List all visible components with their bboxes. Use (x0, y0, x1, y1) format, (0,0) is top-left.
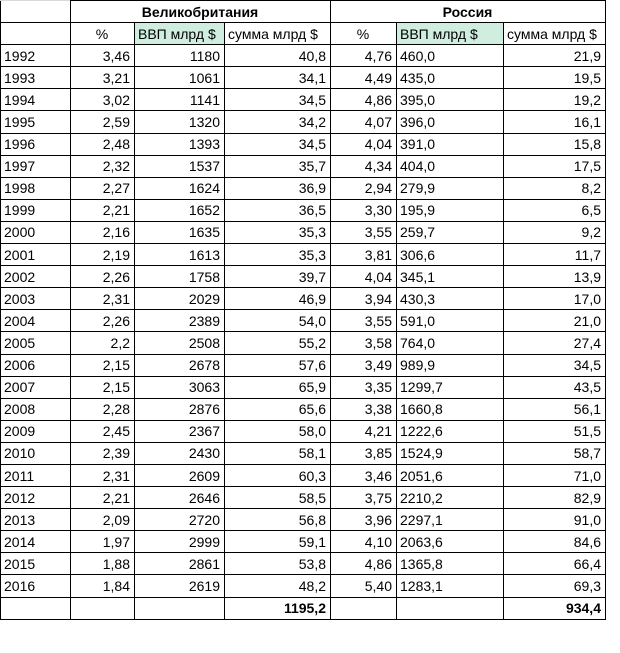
table-row (1, 89, 606, 111)
ru-gdp-cell[interactable]: 2210,2 (397, 487, 504, 509)
uk-gdp-cell[interactable]: 1320 (135, 111, 225, 133)
year-cell[interactable]: 2004 (1, 310, 71, 332)
uk-gdp-cell[interactable]: 2876 (135, 398, 225, 420)
uk-gdp-header[interactable]: ВВП млрд $ (135, 23, 225, 45)
uk-gdp-cell[interactable]: 1537 (135, 155, 225, 177)
uk-sum-cell[interactable]: 58,5 (225, 487, 331, 509)
uk-pct-cell[interactable]: 2,27 (71, 177, 135, 199)
ru-pct-cell[interactable]: 3,38 (331, 398, 397, 420)
table-row (1, 553, 606, 575)
ru-sum-cell[interactable]: 21,9 (504, 45, 606, 67)
uk-sum-cell[interactable]: 36,9 (225, 177, 331, 199)
ru-gdp-cell[interactable]: 764,0 (397, 332, 504, 354)
uk-gdp-cell[interactable]: 3063 (135, 376, 225, 398)
uk-pct-cell[interactable]: 2,31 (71, 464, 135, 486)
uk-gdp-cell[interactable]: 2861 (135, 553, 225, 575)
ru-pct-cell[interactable]: 4,04 (331, 133, 397, 155)
uk-total-sum-cell[interactable]: 1195,2 (225, 597, 331, 619)
uk-gdp-cell[interactable]: 1613 (135, 244, 225, 266)
ru-sum-cell[interactable]: 27,4 (504, 332, 606, 354)
uk-gdp-cell[interactable]: 1061 (135, 67, 225, 89)
uk-sum-cell[interactable]: 35,3 (225, 244, 331, 266)
group-header-ru[interactable]: Россия (331, 1, 606, 23)
uk-gdp-cell[interactable]: 1141 (135, 89, 225, 111)
ru-gdp-cell[interactable]: 591,0 (397, 310, 504, 332)
year-cell[interactable]: 2012 (1, 487, 71, 509)
uk-pct-cell[interactable]: 2,48 (71, 133, 135, 155)
ru-gdp-cell[interactable]: 2297,1 (397, 509, 504, 531)
table-row (1, 266, 606, 288)
ru-gdp-cell[interactable]: 1283,1 (397, 575, 504, 597)
uk-gdp-cell[interactable]: 2430 (135, 442, 225, 464)
ru-pct-cell[interactable]: 3,81 (331, 244, 397, 266)
ru-gdp-cell[interactable]: 1222,6 (397, 420, 504, 442)
uk-sum-cell[interactable]: 34,2 (225, 111, 331, 133)
uk-sum-cell[interactable]: 46,9 (225, 288, 331, 310)
uk-pct-cell[interactable]: 1,84 (71, 575, 135, 597)
uk-sum-cell[interactable]: 39,7 (225, 266, 331, 288)
table-row (1, 310, 606, 332)
uk-pct-cell[interactable]: 2,21 (71, 199, 135, 221)
year-cell[interactable]: 1998 (1, 177, 71, 199)
ru-sum-cell[interactable]: 66,4 (504, 553, 606, 575)
year-cell[interactable]: 2007 (1, 376, 71, 398)
uk-pct-cell[interactable]: 2,28 (71, 398, 135, 420)
ru-gdp-cell[interactable]: 460,0 (397, 45, 504, 67)
ru-pct-cell[interactable]: 4,76 (331, 45, 397, 67)
uk-pct-cell[interactable]: 2,2 (71, 332, 135, 354)
year-cell[interactable]: 2005 (1, 332, 71, 354)
ru-gdp-cell[interactable]: 259,7 (397, 221, 504, 243)
year-cell[interactable]: 2003 (1, 288, 71, 310)
uk-pct-cell[interactable]: 3,21 (71, 67, 135, 89)
table-row (1, 244, 606, 266)
uk-sum-cell[interactable]: 58,0 (225, 420, 331, 442)
group-header-row (1, 1, 606, 23)
ru-gdp-cell[interactable]: 1524,9 (397, 442, 504, 464)
uk-gdp-cell[interactable]: 2367 (135, 420, 225, 442)
ru-pct-cell[interactable]: 3,75 (331, 487, 397, 509)
uk-pct-cell[interactable]: 2,32 (71, 155, 135, 177)
year-header-cell[interactable] (1, 23, 71, 45)
ru-sum-cell[interactable]: 6,5 (504, 199, 606, 221)
ru-sum-cell[interactable]: 69,3 (504, 575, 606, 597)
ru-gdp-cell[interactable]: 306,6 (397, 244, 504, 266)
uk-sum-cell[interactable]: 57,6 (225, 354, 331, 376)
totals-empty-cell[interactable] (397, 597, 504, 619)
year-cell[interactable]: 2008 (1, 398, 71, 420)
table-row (1, 199, 606, 221)
uk-pct-cell[interactable]: 2,09 (71, 509, 135, 531)
uk-gdp-cell[interactable]: 1652 (135, 199, 225, 221)
year-cell[interactable]: 1994 (1, 89, 71, 111)
uk-gdp-cell[interactable]: 2029 (135, 288, 225, 310)
uk-sum-header[interactable]: сумма млрд $ (225, 23, 331, 45)
uk-sum-cell[interactable]: 34,1 (225, 67, 331, 89)
ru-pct-cell[interactable]: 4,86 (331, 89, 397, 111)
ru-pct-cell[interactable]: 4,10 (331, 531, 397, 553)
ru-gdp-cell[interactable]: 1365,8 (397, 553, 504, 575)
ru-sum-cell[interactable]: 16,1 (504, 111, 606, 133)
ru-pct-cell[interactable]: 3,55 (331, 310, 397, 332)
table-row (1, 332, 606, 354)
ru-sum-cell[interactable]: 91,0 (504, 509, 606, 531)
uk-sum-cell[interactable]: 36,5 (225, 199, 331, 221)
ru-pct-header[interactable]: % (331, 23, 397, 45)
ru-sum-cell[interactable]: 21,0 (504, 310, 606, 332)
ru-gdp-cell[interactable]: 1299,7 (397, 376, 504, 398)
uk-sum-cell[interactable]: 60,3 (225, 464, 331, 486)
ru-total-sum-cell[interactable]: 934,4 (504, 597, 606, 619)
uk-pct-cell[interactable]: 1,88 (71, 553, 135, 575)
ru-sum-cell[interactable]: 13,9 (504, 266, 606, 288)
ru-gdp-cell[interactable]: 195,9 (397, 199, 504, 221)
ru-pct-cell[interactable]: 3,94 (331, 288, 397, 310)
table-row (1, 575, 606, 597)
ru-sum-cell[interactable]: 9,2 (504, 221, 606, 243)
ru-pct-cell[interactable]: 3,85 (331, 442, 397, 464)
table-row (1, 45, 606, 67)
uk-sum-cell[interactable]: 58,1 (225, 442, 331, 464)
uk-pct-cell[interactable]: 1,97 (71, 531, 135, 553)
table-row (1, 133, 606, 155)
year-cell[interactable]: 2010 (1, 442, 71, 464)
year-cell[interactable]: 2002 (1, 266, 71, 288)
ru-sum-cell[interactable]: 84,6 (504, 531, 606, 553)
uk-sum-cell[interactable]: 59,1 (225, 531, 331, 553)
uk-gdp-cell[interactable]: 1624 (135, 177, 225, 199)
ru-pct-cell[interactable]: 3,58 (331, 332, 397, 354)
ru-pct-cell[interactable]: 4,07 (331, 111, 397, 133)
uk-pct-cell[interactable]: 2,31 (71, 288, 135, 310)
ru-pct-cell[interactable]: 3,46 (331, 464, 397, 486)
uk-gdp-cell[interactable]: 2619 (135, 575, 225, 597)
uk-pct-cell[interactable]: 2,59 (71, 111, 135, 133)
table-row (1, 177, 606, 199)
year-cell[interactable]: 2006 (1, 354, 71, 376)
uk-pct-cell[interactable]: 3,02 (71, 89, 135, 111)
table-row (1, 221, 606, 243)
table-row (1, 288, 606, 310)
uk-gdp-cell[interactable]: 2389 (135, 310, 225, 332)
ru-sum-cell[interactable]: 43,5 (504, 376, 606, 398)
ru-gdp-cell[interactable]: 391,0 (397, 133, 504, 155)
uk-pct-cell[interactable]: 2,15 (71, 376, 135, 398)
year-cell[interactable]: 1997 (1, 155, 71, 177)
ru-gdp-header[interactable]: ВВП млрд $ (397, 23, 504, 45)
table-row (1, 531, 606, 553)
uk-sum-cell[interactable]: 53,8 (225, 553, 331, 575)
ru-sum-cell[interactable]: 17,5 (504, 155, 606, 177)
ru-sum-cell[interactable]: 11,7 (504, 244, 606, 266)
uk-gdp-cell[interactable]: 2720 (135, 509, 225, 531)
ru-gdp-cell[interactable]: 2051,6 (397, 464, 504, 486)
ru-sum-cell[interactable]: 17,0 (504, 288, 606, 310)
year-cell[interactable]: 1993 (1, 67, 71, 89)
uk-sum-cell[interactable]: 56,8 (225, 509, 331, 531)
ru-pct-cell[interactable]: 3,30 (331, 199, 397, 221)
ru-pct-cell[interactable]: 4,86 (331, 553, 397, 575)
column-header-row (1, 23, 606, 45)
ru-gdp-cell[interactable]: 395,0 (397, 89, 504, 111)
uk-gdp-cell[interactable]: 2678 (135, 354, 225, 376)
ru-pct-cell[interactable]: 4,34 (331, 155, 397, 177)
uk-gdp-cell[interactable]: 2999 (135, 531, 225, 553)
table-row (1, 487, 606, 509)
uk-sum-cell[interactable]: 65,9 (225, 376, 331, 398)
uk-pct-cell[interactable]: 2,21 (71, 487, 135, 509)
ru-pct-cell[interactable]: 3,96 (331, 509, 397, 531)
uk-gdp-cell[interactable]: 1180 (135, 45, 225, 67)
table-row (1, 509, 606, 531)
ru-gdp-cell[interactable]: 279,9 (397, 177, 504, 199)
year-cell[interactable]: 2001 (1, 244, 71, 266)
uk-gdp-cell[interactable]: 1393 (135, 133, 225, 155)
year-cell[interactable]: 2013 (1, 509, 71, 531)
uk-pct-cell[interactable]: 3,46 (71, 45, 135, 67)
ru-gdp-cell[interactable]: 989,9 (397, 354, 504, 376)
ru-gdp-cell[interactable]: 345,1 (397, 266, 504, 288)
table-row (1, 420, 606, 442)
group-header-uk[interactable]: Великобритания (71, 1, 331, 23)
ru-pct-cell[interactable]: 3,55 (331, 221, 397, 243)
ru-gdp-cell[interactable]: 1660,8 (397, 398, 504, 420)
ru-gdp-cell[interactable]: 404,0 (397, 155, 504, 177)
table-row (1, 354, 606, 376)
table-row (1, 111, 606, 133)
ru-sum-cell[interactable]: 19,5 (504, 67, 606, 89)
uk-sum-cell[interactable]: 55,2 (225, 332, 331, 354)
year-cell[interactable]: 1992 (1, 45, 71, 67)
uk-pct-cell[interactable]: 2,26 (71, 310, 135, 332)
year-cell[interactable]: 2000 (1, 221, 71, 243)
year-cell[interactable]: 1995 (1, 111, 71, 133)
totals-empty-cell[interactable] (1, 597, 71, 619)
ru-pct-cell[interactable]: 3,35 (331, 376, 397, 398)
uk-pct-cell[interactable]: 2,19 (71, 244, 135, 266)
table-row (1, 442, 606, 464)
uk-pct-cell[interactable]: 2,45 (71, 420, 135, 442)
uk-pct-cell[interactable]: 2,26 (71, 266, 135, 288)
uk-sum-cell[interactable]: 48,2 (225, 575, 331, 597)
ru-pct-cell[interactable]: 4,49 (331, 67, 397, 89)
spreadsheet-body (1, 1, 606, 620)
ru-sum-cell[interactable]: 8,2 (504, 177, 606, 199)
table-row (1, 376, 606, 398)
uk-gdp-cell[interactable]: 2609 (135, 464, 225, 486)
year-cell[interactable]: 1999 (1, 199, 71, 221)
corner-cell[interactable] (1, 1, 71, 23)
table-row (1, 67, 606, 89)
ru-pct-cell[interactable]: 2,94 (331, 177, 397, 199)
ru-gdp-cell[interactable]: 396,0 (397, 111, 504, 133)
uk-gdp-cell[interactable]: 2508 (135, 332, 225, 354)
year-cell[interactable]: 2015 (1, 553, 71, 575)
ru-pct-cell[interactable]: 4,04 (331, 266, 397, 288)
year-cell[interactable]: 2016 (1, 575, 71, 597)
ru-sum-cell[interactable]: 56,1 (504, 398, 606, 420)
uk-sum-cell[interactable]: 34,5 (225, 89, 331, 111)
year-cell[interactable]: 2009 (1, 420, 71, 442)
uk-pct-header[interactable]: % (71, 23, 135, 45)
table-row (1, 155, 606, 177)
ru-sum-header[interactable]: сумма млрд $ (504, 23, 606, 45)
ru-sum-cell[interactable]: 82,9 (504, 487, 606, 509)
ru-sum-cell[interactable]: 19,2 (504, 89, 606, 111)
ru-sum-cell[interactable]: 71,0 (504, 464, 606, 486)
uk-sum-cell[interactable]: 34,5 (225, 133, 331, 155)
uk-sum-cell[interactable]: 65,6 (225, 398, 331, 420)
table-row (1, 398, 606, 420)
ru-pct-cell[interactable]: 4,21 (331, 420, 397, 442)
ru-pct-cell[interactable]: 3,49 (331, 354, 397, 376)
ru-sum-cell[interactable]: 51,5 (504, 420, 606, 442)
uk-sum-cell[interactable]: 54,0 (225, 310, 331, 332)
ru-sum-cell[interactable]: 34,5 (504, 354, 606, 376)
uk-pct-cell[interactable]: 2,16 (71, 221, 135, 243)
uk-gdp-cell[interactable]: 2646 (135, 487, 225, 509)
totals-empty-cell[interactable] (135, 597, 225, 619)
uk-gdp-cell[interactable]: 1635 (135, 221, 225, 243)
ru-gdp-cell[interactable]: 435,0 (397, 67, 504, 89)
year-cell[interactable]: 2014 (1, 531, 71, 553)
uk-gdp-cell[interactable]: 1758 (135, 266, 225, 288)
table-row (1, 464, 606, 486)
uk-pct-cell[interactable]: 2,15 (71, 354, 135, 376)
uk-sum-cell[interactable]: 35,3 (225, 221, 331, 243)
year-cell[interactable]: 1996 (1, 133, 71, 155)
ru-sum-cell[interactable]: 15,8 (504, 133, 606, 155)
ru-pct-cell[interactable]: 5,40 (331, 575, 397, 597)
uk-sum-cell[interactable]: 40,8 (225, 45, 331, 67)
totals-empty-cell[interactable] (71, 597, 135, 619)
uk-pct-cell[interactable]: 2,39 (71, 442, 135, 464)
totals-empty-cell[interactable] (331, 597, 397, 619)
ru-gdp-cell[interactable]: 430,3 (397, 288, 504, 310)
year-cell[interactable]: 2011 (1, 464, 71, 486)
ru-gdp-cell[interactable]: 2063,6 (397, 531, 504, 553)
uk-sum-cell[interactable]: 35,7 (225, 155, 331, 177)
ru-sum-cell[interactable]: 58,7 (504, 442, 606, 464)
totals-row (1, 597, 606, 619)
